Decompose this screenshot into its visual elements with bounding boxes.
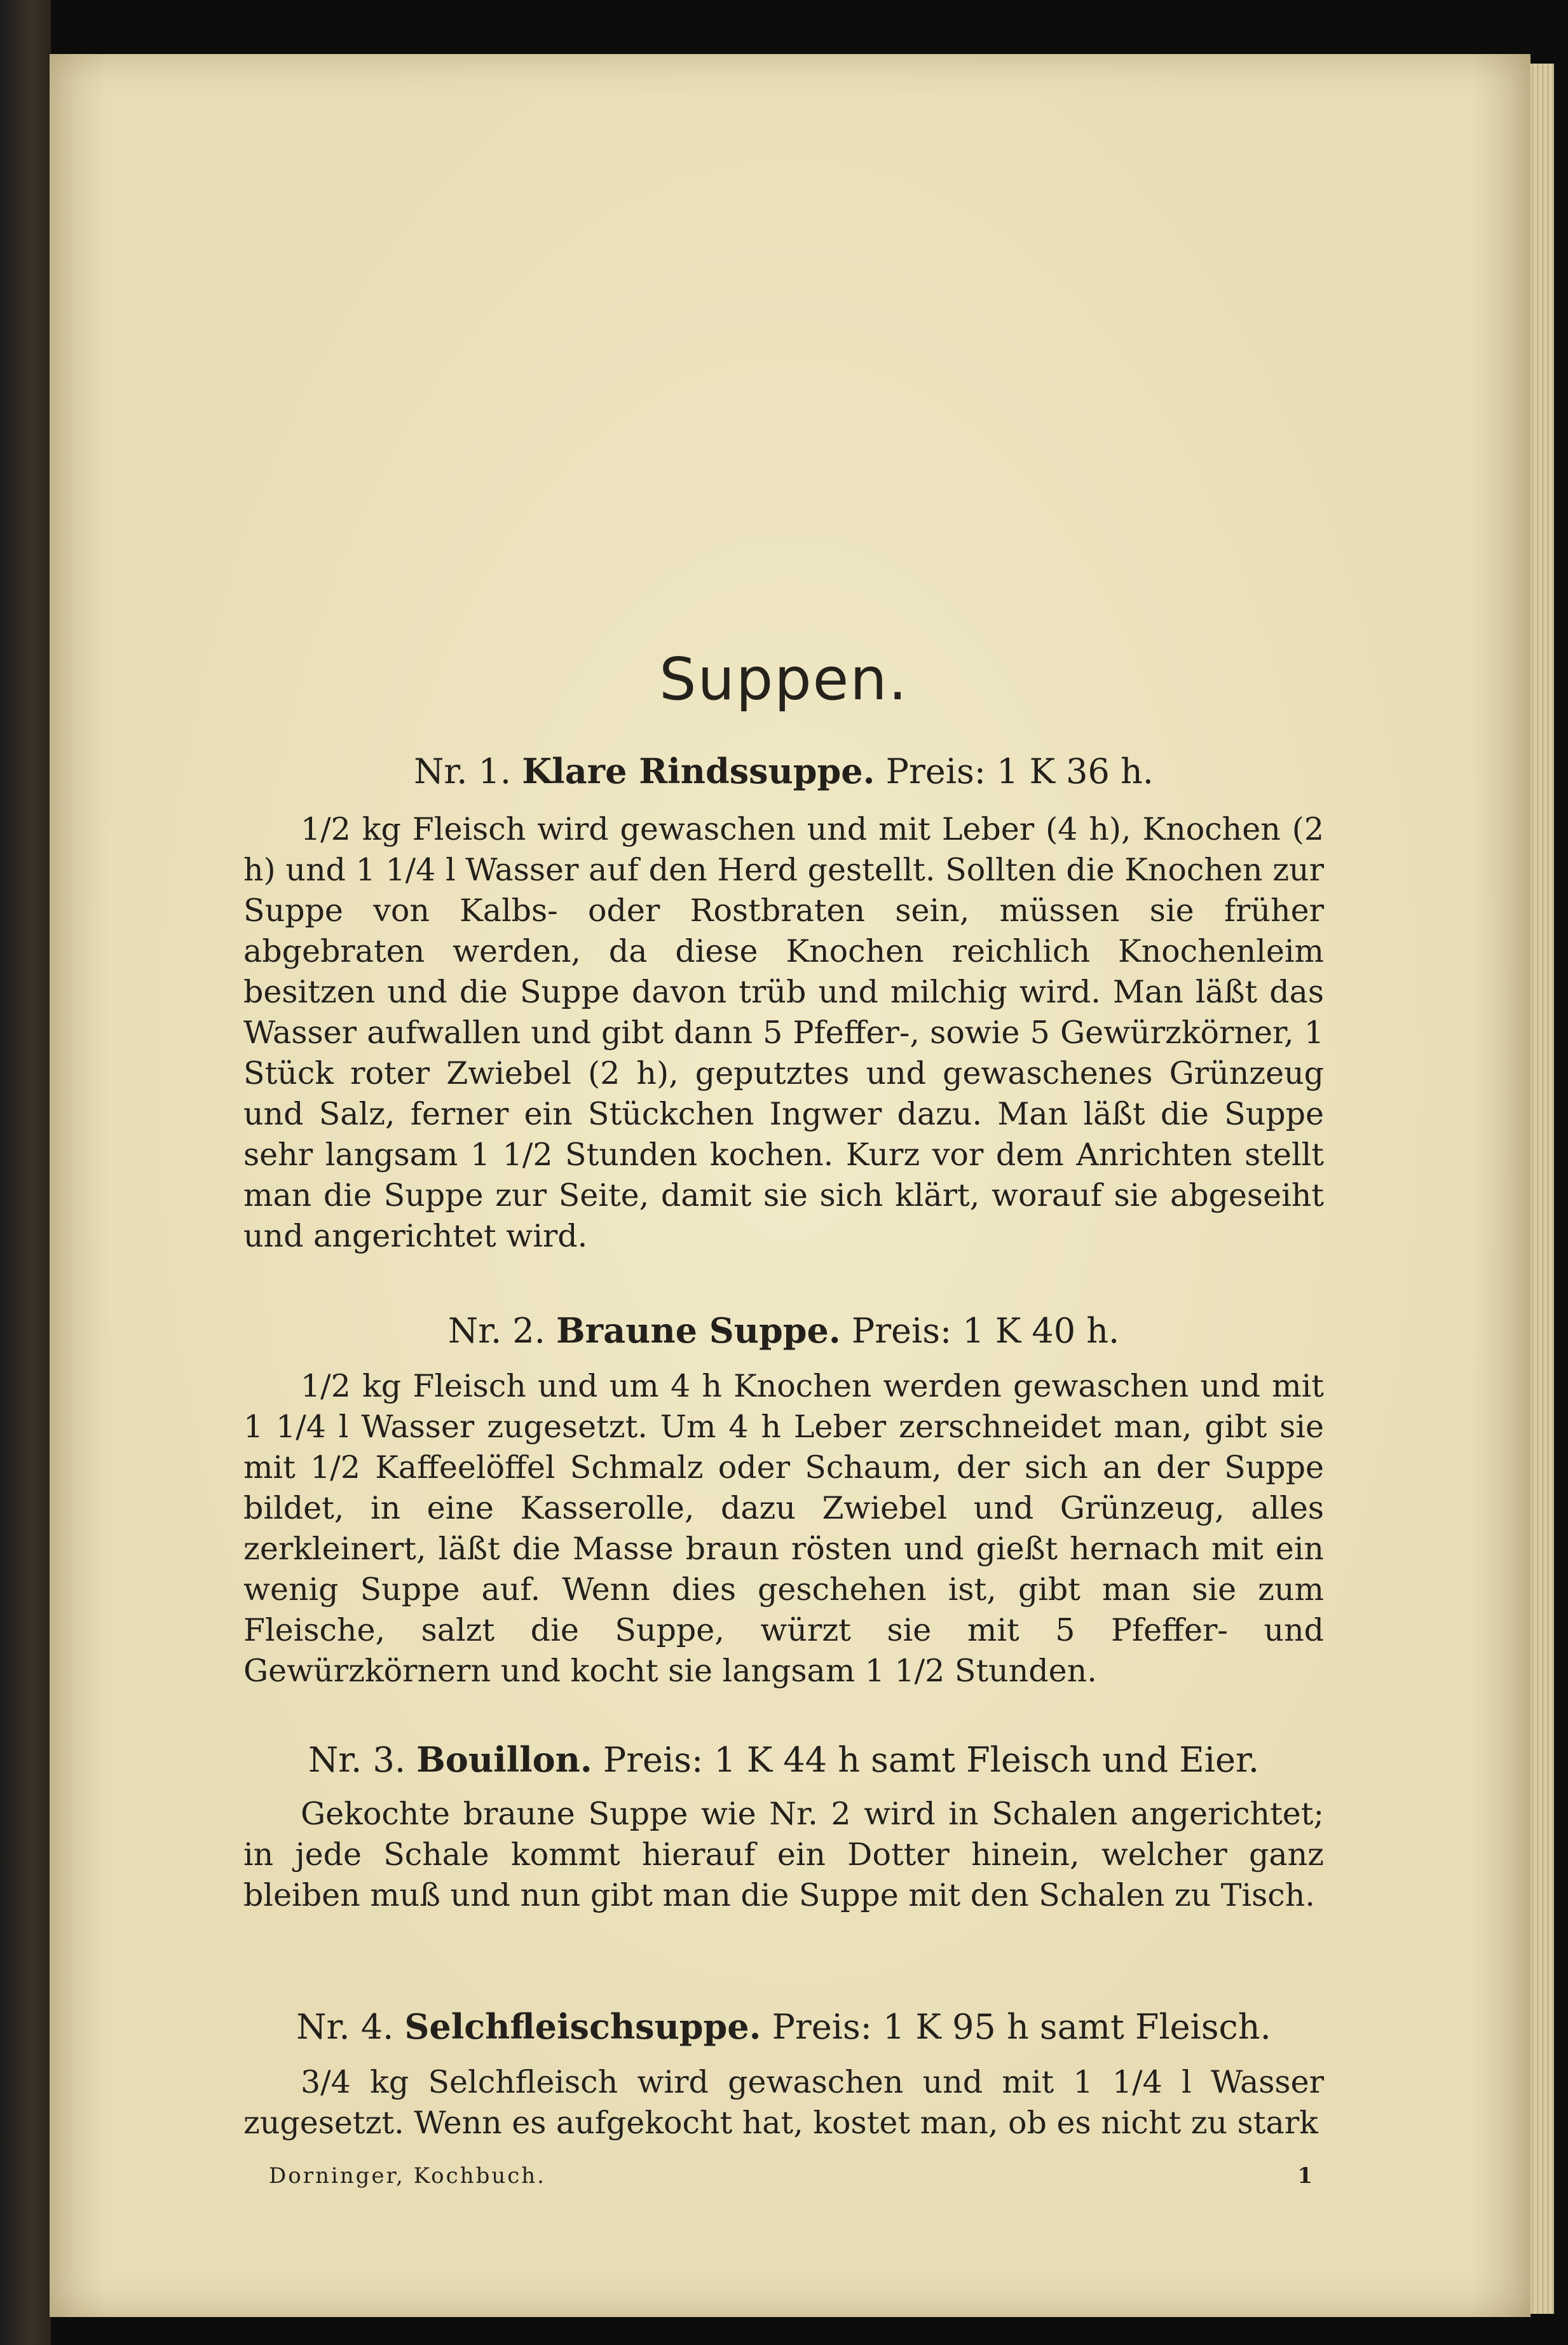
binding-edge <box>0 0 51 2345</box>
recipe-1 <box>243 750 1324 1257</box>
recipe-2 <box>243 1309 1324 1692</box>
recipe-text: 1/2 kg Fleisch und um 4 h Knochen werden gewaschen und mit 1 1/4 l Wasser zugesetzt. Um 4 h Leber zerschneidet man, gibt sie mit 1/2 Kaffeelöffel Schmalz oder Schaum, der sich an der Suppe bildet, in eine Kasserolle, dazu Zwiebel und Grünzeug, alles zerkleinert, läßt die Masse braun rösten und gießt hernach mit ein wenig Suppe auf. Wenn dies geschehen ist, gibt man sie zum Fleische, salzt die Suppe, würzt sie mit 5 Pfeffer- und Gewürzkörnern und kocht sie langsam 1 1/2 Stunden. <box>243 1368 1324 1689</box>
recipe-3 <box>243 1739 1324 1916</box>
recipe-name: Braune Suppe. <box>556 1310 841 1351</box>
recipe-number: Nr. 1. <box>414 751 512 791</box>
book-page <box>50 54 1531 2317</box>
page-stack-edge <box>1529 64 1554 2314</box>
recipe-heading <box>243 1739 1324 1781</box>
recipe-heading <box>243 1309 1324 1352</box>
recipe-name: Selchfleischsuppe. <box>404 2006 761 2047</box>
recipe-name: Bouillon. <box>416 1739 592 1780</box>
recipe-text: 3/4 kg Selchfleisch wird gewaschen und mit 1 1/4 l Wasser zugesetzt. Wenn es aufgekocht hat, kostet man, ob es nicht zu stark <box>243 2064 1324 2141</box>
recipe-heading <box>243 2006 1324 2048</box>
printer-signature: Dorninger, Kochbuch. <box>269 2163 546 2189</box>
recipe-price: Preis: 1 K 95 h samt Fleisch. <box>772 2007 1271 2047</box>
recipe-number: Nr. 2. <box>447 1311 545 1351</box>
recipe-text: 1/2 kg Fleisch wird gewaschen und mit Leber (4 h), Knochen (2 h) und 1 1/4 l Wasser auf den Herd gestellt. Sollten die Knochen zur Suppe von Kalbs- oder Rostbraten sein, müssen sie früher abgebraten werden, da diese Knochen reichlich Knochenleim besitzen und die Suppe davon trüb und milchig wird. Man läßt das Wasser aufwallen und gibt dann 5 Pfeffer-, sowie 5 Gewürzkörner, 1 Stück roter Zwiebel (2 h), geputztes und gewaschenes Grünzeug und Salz, ferner ein Stückchen Ingwer dazu. Man läßt die Suppe sehr langsam 1 1/2 Stunden kochen. Kurz vor dem Anrichten stellt man die Suppe zur Seite, damit sie sich klärt, worauf sie abgeseiht und angerichtet wird. <box>243 811 1324 1254</box>
recipe-price: Preis: 1 K 36 h. <box>885 751 1154 791</box>
recipe-number: Nr. 4. <box>296 2007 394 2047</box>
recipe-name: Klare Rindssuppe. <box>522 751 875 791</box>
recipe-price: Preis: 1 K 44 h samt Fleisch und Eier. <box>603 1740 1259 1780</box>
recipe-heading <box>243 750 1324 793</box>
recipe-text: Gekochte braune Suppe wie Nr. 2 wird in Schalen angerichtet; in jede Schale kommt hierauf ein Dotter hinein, welcher ganz bleiben muß und nun gibt man die Suppe mit den Schalen zu Tisch. <box>243 1796 1324 1913</box>
sheet-number: 1 <box>1297 2163 1314 2189</box>
recipe-4 <box>243 2006 1324 2143</box>
chapter-title: Suppen. <box>659 645 908 713</box>
recipe-number: Nr. 3. <box>308 1740 406 1780</box>
recipe-price: Preis: 1 K 40 h. <box>851 1311 1120 1351</box>
